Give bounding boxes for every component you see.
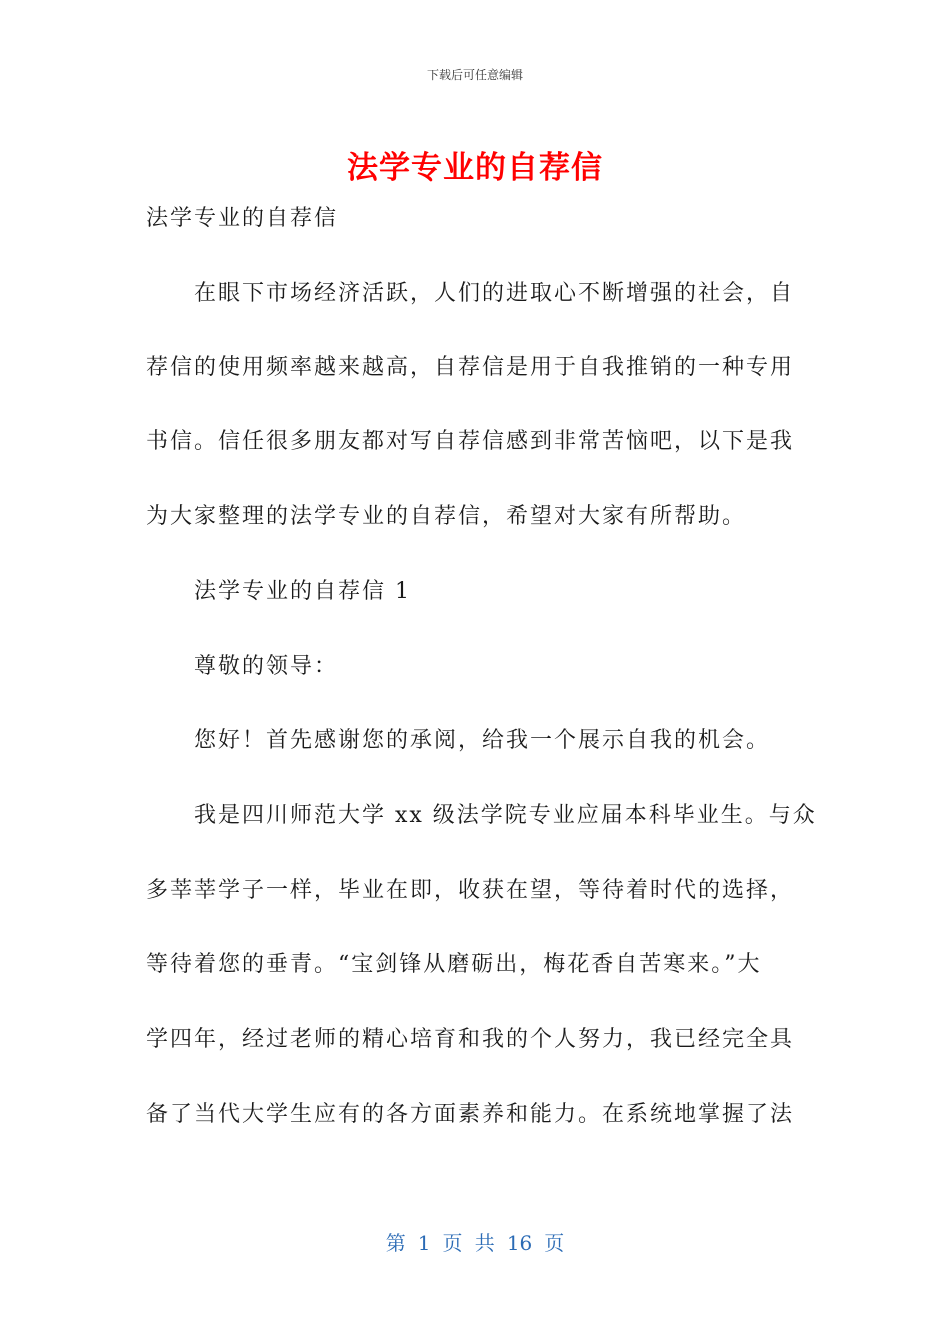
paragraph-line: 您好！首先感谢您的承阅，给我一个展示自我的机会。 xyxy=(194,728,771,753)
footer-prefix: 第 xyxy=(385,1231,406,1255)
subtitle-line: 法学专业的自荐信 xyxy=(146,206,339,231)
paragraph-line: 书信。信任很多朋友都对写自荐信感到非常苦恼吧，以下是我 xyxy=(146,429,795,454)
document-title: 法学专业的自荐信 xyxy=(347,150,603,186)
footer-middle: 页 共 xyxy=(442,1231,495,1255)
paragraph-line: 学四年，经过老师的精心培育和我的个人努力，我已经完全具 xyxy=(146,1027,795,1052)
paragraph-line: 我是四川师范大学 xx 级法学院专业应届本科毕业生。与众 xyxy=(194,803,817,828)
paragraph-line: 备了当代大学生应有的各方面素养和能力。在系统地掌握了法 xyxy=(146,1102,795,1127)
paragraph-line: 多莘莘学子一样，毕业在即，收获在望，等待着时代的选择， xyxy=(146,878,795,903)
paragraph-line: 在眼下市场经济活跃，人们的进取心不断增强的社会，自 xyxy=(194,281,795,306)
paragraph-line: 荐信的使用频率越来越高，自荐信是用于自我推销的一种专用 xyxy=(146,355,795,380)
footer-page-number: 1 xyxy=(417,1231,431,1255)
letter-heading: 法学专业的自荐信 1 xyxy=(194,579,411,604)
paragraph-line: 为大家整理的法学专业的自荐信，希望对大家有所帮助。 xyxy=(146,504,747,529)
salutation: 尊敬的领导： xyxy=(194,654,339,679)
footer-total-pages: 16 xyxy=(506,1231,533,1255)
paragraph-line: 等待着您的垂青。“宝剑锋从磨砺出，梅花香自苦寒来。”大 xyxy=(146,952,762,977)
page-footer xyxy=(0,1227,950,1256)
footer-suffix: 页 xyxy=(544,1231,565,1255)
header-note: 下载后可任意编辑 xyxy=(426,68,523,82)
